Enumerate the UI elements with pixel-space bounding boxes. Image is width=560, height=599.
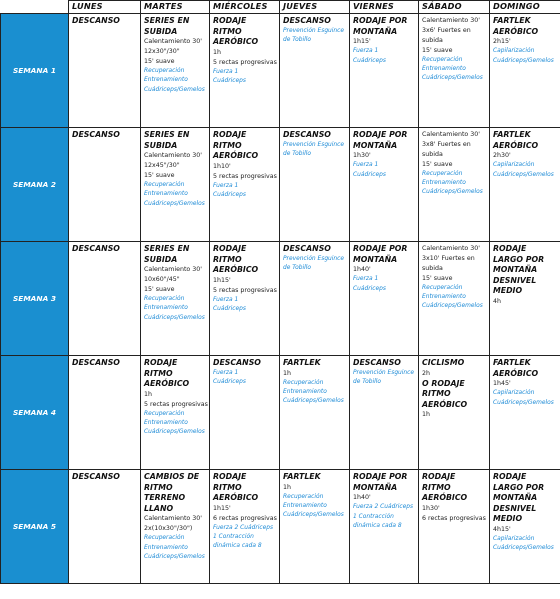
workout-note: Prevención Esguince: [283, 141, 345, 148]
workout-title: CICLISMO: [422, 358, 465, 367]
workout-note: Prevención Esguince: [283, 27, 345, 34]
workout-detail: Calentamiento 30': [144, 266, 203, 274]
day-cell: [350, 128, 419, 242]
workout-note: Entrenamiento: [144, 191, 188, 198]
day-cell: [141, 356, 210, 470]
workout-note: Capilarización: [493, 390, 535, 397]
workout-title: DESCANSO: [72, 358, 120, 367]
workout-note: Entrenamiento: [144, 77, 188, 84]
workout-note: Cuádriceps/Gemelos: [493, 57, 554, 64]
day-header: SÁBADO: [419, 1, 490, 14]
workout-note: Cuádriceps: [353, 285, 386, 292]
workout-note: Cuádriceps: [213, 306, 246, 312]
workout-title: RODAJE RITMO AERÓBICO: [213, 130, 259, 161]
workout-detail: 1h40': [353, 494, 371, 502]
header-row: [1, 1, 560, 14]
workout-detail: 1h10': [213, 162, 231, 170]
week-row: [1, 14, 560, 128]
workout-note: Recuperación: [144, 67, 185, 74]
week-row: [1, 470, 560, 584]
workout-note: Fuerza 1: [213, 68, 239, 75]
workout-title: FARTLEK: [283, 472, 321, 481]
workout-detail: 2h15': [493, 38, 511, 46]
workout-note: dinámica cada 8: [213, 543, 262, 550]
workout-note: Cuádriceps: [353, 171, 386, 178]
day-cell: [210, 356, 280, 470]
workout-note: de Tobillo: [353, 379, 381, 385]
workout-note: Prevención Esguince: [283, 255, 345, 262]
workout-detail: 3x10' Fuertes en: [422, 254, 475, 262]
day-header: JUEVES: [280, 1, 350, 14]
workout-detail: 15' suave: [422, 160, 453, 168]
workout-detail: subida: [422, 264, 443, 272]
day-cell: [490, 128, 560, 242]
day-header: DOMINGO: [490, 1, 560, 14]
workout-detail: 1h15': [213, 276, 231, 284]
workout-note: Cuádriceps/Gemelos: [493, 545, 554, 552]
workout-detail: 5 rectas progresivas: [213, 58, 277, 66]
day-cell: [419, 470, 490, 584]
workout-detail: 5 rectas progresivas: [213, 172, 277, 180]
workout-detail: 1h40': [353, 266, 371, 274]
workout-detail: 1h15': [353, 38, 371, 46]
workout-note: Fuerza 1: [353, 276, 379, 283]
workout-title: DESCANSO: [72, 16, 120, 25]
workout-detail: 1h: [213, 48, 221, 56]
workout-note: Entrenamiento: [422, 294, 466, 301]
workout-detail: 1h: [283, 369, 291, 377]
workout-title: FARTLEK AERÓBICO: [493, 16, 539, 36]
day-cell: [141, 128, 210, 242]
workout-detail: Calentamiento 30': [144, 38, 203, 46]
day-cell: [350, 242, 419, 356]
workout-note: Entrenamiento: [283, 502, 327, 509]
workout-note: Entrenamiento: [283, 388, 327, 395]
day-cell: [350, 470, 419, 584]
workout-note: Recuperación: [144, 535, 185, 542]
workout-note: Cuádriceps: [213, 379, 246, 385]
workout-title: RODAJE LARGO POR MONTAÑA DESNIVEL MEDIO: [493, 244, 545, 296]
workout-title: RODAJE RITMO AERÓBICO: [213, 244, 259, 275]
day-header: MARTES: [141, 1, 210, 14]
day-cell: [419, 14, 490, 128]
workout-detail: 15' suave: [144, 286, 175, 293]
day-cell: [210, 14, 280, 128]
workout-title: RODAJE RITMO AERÓBICO: [144, 358, 190, 389]
workout-title: DESCANSO: [283, 130, 331, 139]
week-label: SEMANA 5: [1, 470, 69, 584]
workout-detail: 1h15': [213, 504, 231, 512]
workout-title: SERIES EN SUBIDA: [144, 16, 190, 36]
day-cell: [69, 242, 141, 356]
workout-note: Cuádriceps/Gemelos: [144, 429, 205, 436]
workout-note: Entrenamiento: [422, 180, 466, 187]
workout-note: Cuádriceps/Gemelos: [493, 399, 554, 406]
workout-title: FARTLEK AERÓBICO: [493, 358, 539, 378]
workout-note: de Tobillo: [283, 151, 311, 157]
workout-note: Entrenamiento: [144, 420, 188, 426]
workout-title: FARTLEK: [283, 358, 321, 367]
workout-detail: 15' suave: [144, 58, 175, 65]
workout-detail: Calentamiento 30': [422, 131, 481, 138]
workout-detail: 5 rectas progresivas: [213, 286, 277, 294]
workout-detail: 3x6' Fuertes en: [422, 26, 471, 34]
workout-title: DESCANSO: [72, 130, 120, 139]
day-cell: [280, 470, 350, 584]
day-cell: [69, 470, 141, 584]
workout-title: RODAJE RITMO AERÓBICO: [422, 472, 468, 503]
week-label: SEMANA 2: [1, 128, 69, 242]
day-cell: [419, 242, 490, 356]
workout-title: SERIES EN SUBIDA: [144, 130, 190, 150]
workout-detail: 3x8' Fuertes en: [422, 140, 471, 148]
workout-title: O RODAJE RITMO AERÓBICO: [422, 378, 468, 409]
week-label: SEMANA 4: [1, 356, 69, 470]
workout-title: RODAJE RITMO AERÓBICO: [213, 16, 259, 47]
day-cell: [490, 356, 560, 470]
workout-detail: 1h30': [422, 504, 440, 512]
workout-detail: 12x30"/30": [144, 48, 180, 56]
workout-note: de Tobillo: [283, 265, 311, 271]
workout-detail: 12x45"/30": [144, 162, 180, 170]
workout-note: Recuperación: [144, 410, 185, 417]
workout-note: Fuerza 2 Cuádriceps: [213, 524, 274, 531]
day-cell: [141, 470, 210, 584]
workout-note: Cuádriceps/Gemelos: [422, 303, 483, 310]
workout-note: Recuperación: [422, 170, 463, 177]
workout-detail: 4h15': [493, 525, 511, 533]
day-cell: [350, 356, 419, 470]
week-row: [1, 128, 560, 242]
day-cell: [490, 242, 560, 356]
week-label: SEMANA 3: [1, 242, 69, 356]
weeks-body: [1, 14, 560, 584]
workout-detail: Calentamiento 30': [422, 245, 481, 252]
workout-note: Fuerza 2 Cuádriceps: [353, 504, 414, 511]
workout-note: Recuperación: [422, 56, 463, 63]
workout-detail: 2x(10x30"/30"): [144, 525, 193, 533]
workout-note: Fuerza 1: [213, 296, 239, 303]
day-cell: [280, 14, 350, 128]
day-cell: [419, 128, 490, 242]
workout-title: RODAJE POR MONTAÑA: [353, 130, 408, 150]
workout-detail: 6 rectas progresivas: [422, 514, 486, 522]
day-cell: [280, 356, 350, 470]
workout-detail: Calentamiento 30': [144, 152, 203, 160]
workout-note: Recuperación: [144, 295, 185, 302]
workout-note: Prevención Esguince: [353, 369, 415, 376]
workout-note: Entrenamiento: [422, 66, 466, 73]
workout-note: Fuerza 1: [213, 182, 239, 189]
workout-note: Fuerza 1: [353, 162, 379, 169]
workout-note: de Tobillo: [283, 37, 311, 43]
day-cell: [141, 242, 210, 356]
workout-detail: Calentamiento 30': [422, 17, 481, 24]
day-cell: [350, 14, 419, 128]
workout-note: Cuádriceps: [353, 57, 386, 64]
workout-title: DESCANSO: [72, 472, 120, 481]
workout-title: DESCANSO: [283, 16, 331, 25]
workout-detail: 15' suave: [422, 274, 453, 282]
workout-detail: subida: [422, 150, 443, 158]
workout-note: Cuádriceps/Gemelos: [144, 200, 205, 207]
workout-title: SERIES EN SUBIDA: [144, 244, 190, 264]
workout-note: Capilarización: [493, 48, 535, 55]
workout-note: Cuádriceps: [213, 78, 246, 84]
workout-detail: 1h30': [353, 152, 371, 160]
day-header: VIERNES: [350, 1, 419, 14]
day-cell: [490, 470, 560, 584]
workout-detail: 6 rectas progresivas: [213, 514, 277, 522]
workout-title: RODAJE POR MONTAÑA: [353, 244, 408, 264]
workout-note: Entrenamiento: [144, 305, 188, 312]
workout-title: DESCANSO: [283, 244, 331, 253]
workout-note: Cuádriceps/Gemelos: [422, 189, 483, 196]
workout-detail: subida: [422, 36, 443, 44]
day-cell: [280, 128, 350, 242]
day-cell: [419, 356, 490, 470]
workout-note: Cuádriceps/Gemelos: [493, 171, 554, 178]
workout-title: DESCANSO: [213, 358, 261, 367]
day-cell: [280, 242, 350, 356]
workout-note: Capilarización: [493, 535, 535, 542]
workout-note: Recuperación: [422, 284, 463, 291]
workout-note: Fuerza 1: [353, 48, 379, 55]
day-cell: [69, 14, 141, 128]
workout-note: Recuperación: [283, 493, 324, 500]
workout-detail: 15' suave: [422, 46, 453, 54]
workout-note: Cuádriceps: [213, 192, 246, 198]
workout-note: Recuperación: [144, 181, 185, 188]
workout-detail: 2h30': [493, 152, 511, 160]
workout-note: dinámica cada 8: [353, 522, 402, 529]
workout-detail: Calentamiento 30': [144, 515, 203, 523]
workout-note: Cuádriceps/Gemelos: [283, 398, 344, 405]
workout-note: Fuerza 1: [213, 369, 239, 376]
day-header: LUNES: [69, 1, 141, 14]
header-corner: [1, 1, 69, 14]
workout-detail: 2h: [422, 369, 430, 377]
day-cell: [210, 242, 280, 356]
workout-title: FARTLEK AERÓBICO: [493, 130, 539, 150]
workout-note: Cuádriceps/Gemelos: [144, 86, 205, 93]
day-cell: [69, 356, 141, 470]
workout-title: RODAJE RITMO AERÓBICO: [213, 472, 259, 503]
workout-note: Cuádriceps/Gemelos: [422, 75, 483, 82]
workout-detail: 5 rectas progresivas: [144, 400, 208, 408]
workout-detail: 1h: [283, 483, 291, 491]
workout-title: RODAJE POR MONTAÑA: [353, 472, 408, 492]
day-cell: [210, 470, 280, 584]
week-row: [1, 242, 560, 356]
workout-title: RODAJE POR MONTAÑA: [353, 16, 408, 36]
week-label: SEMANA 1: [1, 14, 69, 128]
workout-detail: 1h: [422, 411, 430, 419]
day-cell: [69, 128, 141, 242]
workout-detail: 1h45': [493, 380, 511, 388]
workout-note: 1 Contracción: [213, 534, 254, 540]
workout-detail: 15' suave: [144, 172, 175, 179]
week-row: [1, 356, 560, 470]
day-header: MIÉRCOLES: [210, 1, 280, 14]
workout-note: Capilarización: [493, 162, 535, 169]
day-cell: [490, 14, 560, 128]
workout-note: 1 Contracción: [353, 513, 394, 520]
day-cell: [210, 128, 280, 242]
workout-note: Entrenamiento: [144, 544, 188, 551]
workout-title: DESCANSO: [72, 244, 120, 253]
workout-note: Cuádriceps/Gemelos: [144, 314, 205, 321]
workout-title: DESCANSO: [353, 358, 401, 367]
workout-title: RODAJE LARGO POR MONTAÑA DESNIVEL MEDIO: [493, 472, 545, 524]
workout-detail: 10x60"/45": [144, 276, 180, 284]
workout-detail: 1h: [144, 390, 152, 398]
workout-note: Cuádriceps/Gemelos: [144, 554, 205, 560]
day-cell: [141, 14, 210, 128]
workout-title: CAMBIOS DE RITMO TERRENO LLANO: [144, 472, 200, 513]
workout-note: Cuádriceps/Gemelos: [283, 512, 344, 519]
workout-note: Recuperación: [283, 379, 324, 386]
workout-detail: 4h: [493, 297, 501, 305]
